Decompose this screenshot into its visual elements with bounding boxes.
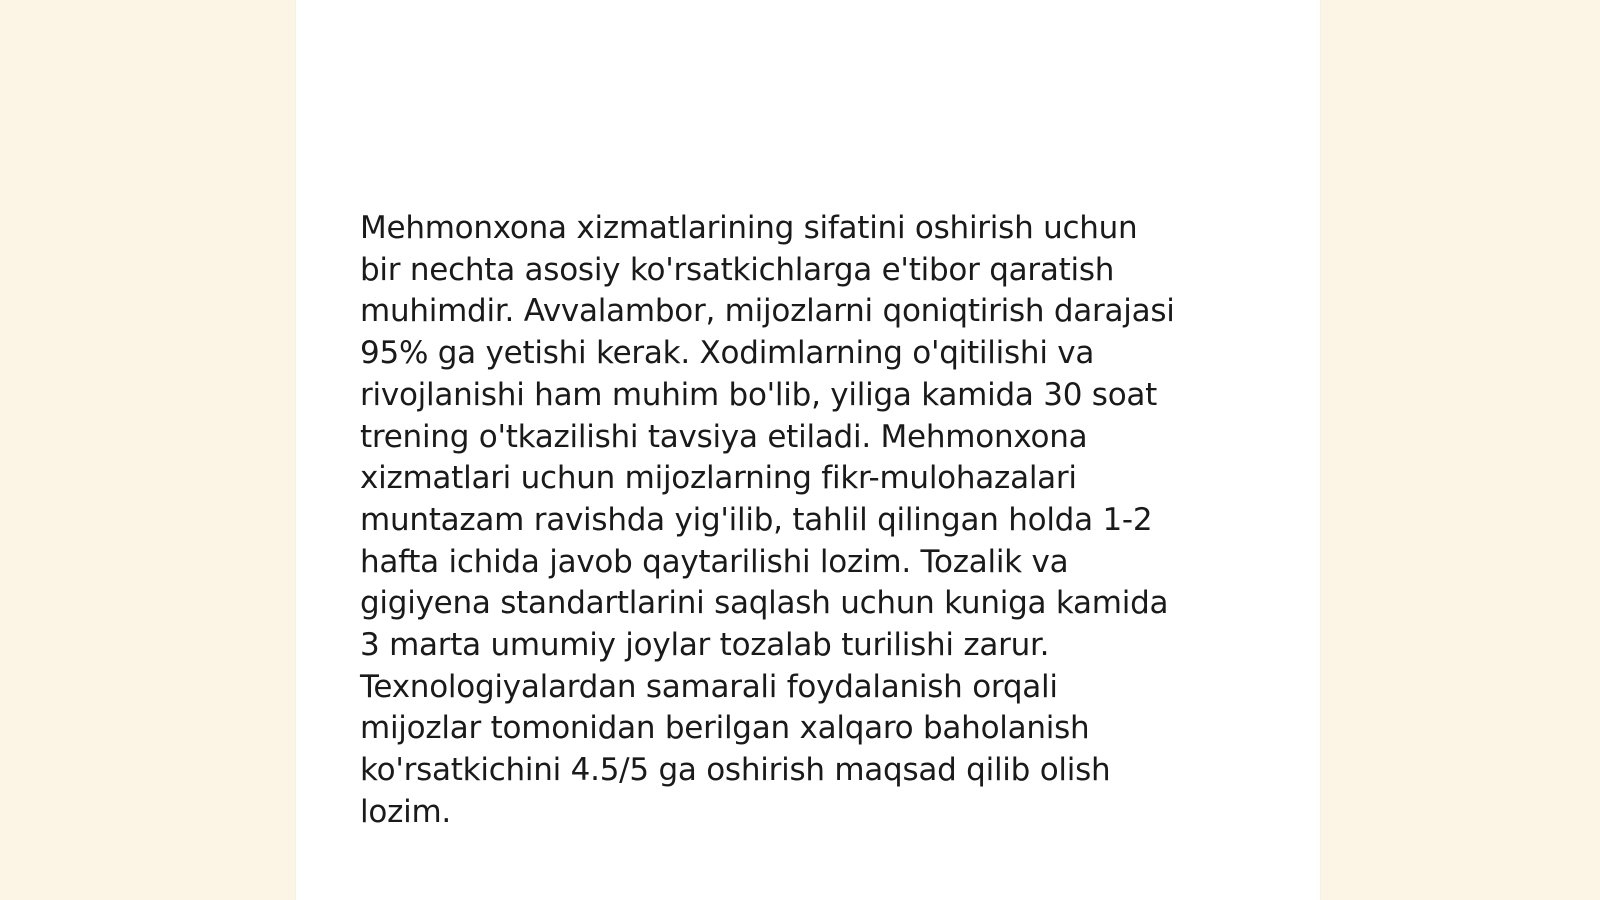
document-page (296, 0, 1320, 900)
body-paragraph: Mehmonxona xizmatlarining sifatini oshirish uchun bir nechta asosiy ko'rsatkichlarga e'tibor qaratish muhimdir. Avvalambor, mijozlarni qoniqtirish darajasi 95% ga yetishi kerak. Xodimlarning o'qitilishi va rivojlanishi ham muhim bo'lib, yiliga kamida 30 soat trening o'tkazilishi tavsiya etiladi. Mehmonxona xizmatlari uchun mijozlarning fikr-mulohazalari muntazam ravishda yig'ilib, tahlil qilingan holda 1-2 hafta ichida javob qaytarilishi lozim. Tozalik va gigiyena standartlarini saqlash uchun kuniga kamida 3 marta umumiy joylar tozalab turilishi zarur. Texnologiyalardan samarali foydalanish orqali mijozlar tomonidan berilgan xalqaro baholanish ko'rsatkichini 4.5/5 ga oshirish maqsad qilib olish lozim. (360, 210, 1175, 830)
backdrop-left (0, 0, 296, 900)
backdrop-right (1320, 0, 1600, 900)
